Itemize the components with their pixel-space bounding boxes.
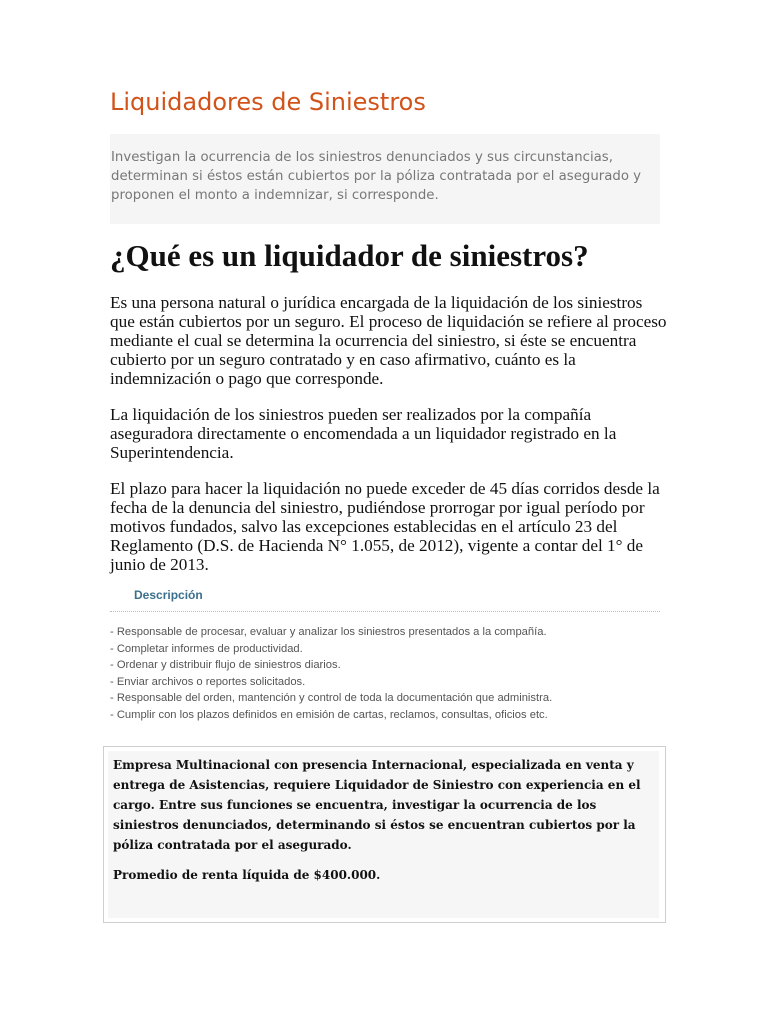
job-offer-panel: [108, 751, 659, 918]
description-label: Descripción: [134, 588, 203, 602]
job-offer-salary: Promedio de renta líquida de $400.000.: [113, 868, 381, 882]
paragraph-definition: Es una persona natural o jurídica encargada de la liquidación de los siniestros que están cubiertos por un seguro. El proceso de liquidación se refiere al proceso mediante el cual se determina la ocurrencia del siniestro, si éste se encuentra cubierto por un seguro contratado y en caso afirmativo, cuánto es la indemnización o pago que corresponde.: [110, 293, 667, 388]
paragraph-who-liquidates: La liquidación de los siniestros pueden ser realizados por la compañía aseguradora directamente o encomendada a un liquidador registrado en la Superintendencia.: [110, 405, 617, 462]
intro-summary: Investigan la ocurrencia de los siniestros denunciados y sus circunstancias, determinan si éstos están cubiertos por la póliza contratada por el asegurado y proponen el monto a indemnizar, si corresponde.: [110, 134, 660, 224]
list-item: - Responsable del orden, mantención y control de toda la documentación que administra.: [110, 692, 553, 704]
job-offer-box: [103, 746, 666, 923]
section-heading: ¿Qué es un liquidador de siniestros?: [110, 238, 589, 273]
list-item: - Cumplir con los plazos definidos en emisión de cartas, reclamos, consultas, oficios etc.: [110, 708, 548, 721]
description-list: [110, 624, 552, 723]
list-item: - Responsable de procesar, evaluar y analizar los siniestros presentados a la compañía.: [110, 626, 547, 638]
paragraph-deadline: El plazo para hacer la liquidación no puede exceder de 45 días corridos desde la fecha de la denuncia del siniestro, pudiéndose prorrogar por igual período por motivos fundados, salvo las excepciones establecidas en el artículo 23 del Reglamento (D.S. de Hacienda N° 1.055, de 2012), vigente a contar del 1° de junio de 2013.: [110, 479, 660, 574]
description-divider: [110, 611, 660, 612]
list-item: - Completar informes de productividad.: [110, 642, 303, 655]
job-offer-text: Empresa Multinacional con presencia Internacional, especializada en venta y entrega de Asistencias, requiere Liquidador de Siniestro con experiencia en el cargo. Entre sus funciones se encuentra, investigar la ocurrencia de los siniestros denunciados, determinando si éstos se encuentran cubiertos por la póliza contratada por el asegurado.: [113, 758, 641, 852]
page-title: Liquidadores de Siniestros: [110, 88, 426, 116]
list-item: - Enviar archivos o reportes solicitados.: [110, 675, 306, 688]
list-item: - Ordenar y distribuir flujo de siniestros diarios.: [110, 659, 341, 671]
